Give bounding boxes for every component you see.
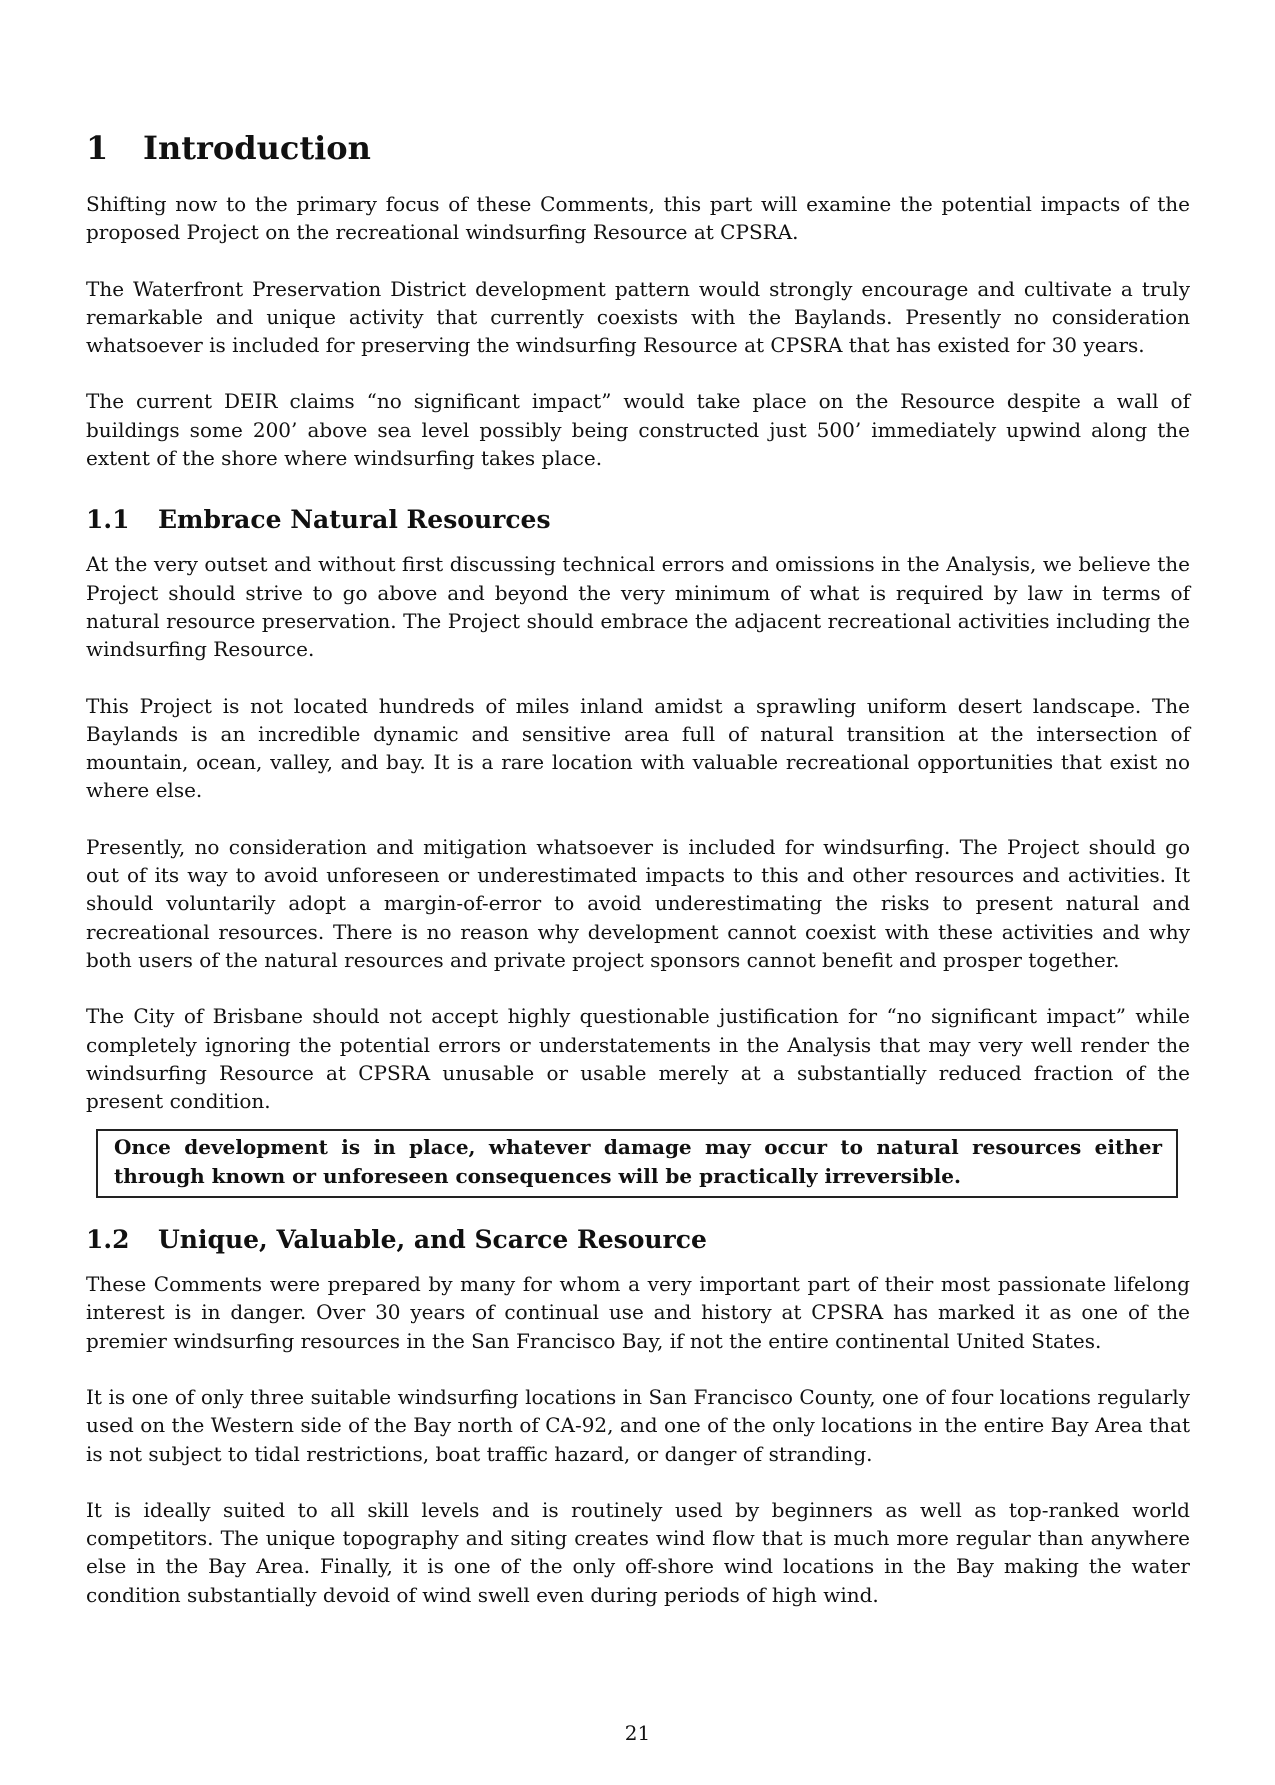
paragraph: Shifting now to the primary focus of these Comments, this part will examine the potential impacts of the proposed Project on the recreational windsurfing Resource at CPSRA. — [86, 192, 1190, 245]
subsection-title: Unique, Valuable, and Scarce Resource — [158, 1225, 707, 1255]
page-number: 21 — [624, 1721, 651, 1745]
subsection-title: Embrace Natural Resources — [158, 505, 551, 535]
callout-text: Once development is in place, whatever damage may occur to natural resources either through known or unforeseen consequences will be practically irreversible. — [114, 1135, 1162, 1188]
paragraph: It is one of only three suitable windsurfing locations in San Francisco County, one of four locations regularly used on the Western side of the Bay north of CA-92, and one of the only locations in the entire Bay Area that is not subject to tidal restrictions, boat traffic hazard, or danger of stranding. — [86, 1384, 1190, 1466]
paragraph: The City of Brisbane should not accept highly questionable justification for “no significant impact” while completely ignoring the potential errors or understatements in the Analysis that may very well render the windsurfing Resource at CPSRA unusable or usable merely at a substantially reduced fraction of the present condition. — [86, 1004, 1190, 1114]
paragraph: This Project is not located hundreds of miles inland amidst a sprawling uniform desert landscape. The Baylands is an incredible dynamic and sensitive area full of natural transition at the intersection of mountain, ocean, valley, and bay. It is a rare location with valuable recreational opportunities that exist no where else. — [86, 693, 1190, 803]
section-heading — [86, 128, 1190, 168]
paragraph: Presently, no consideration and mitigation whatsoever is included for windsurfing. The Project should go out of its way to avoid unforeseen or underestimated impacts to this and other resources and activities. It should voluntarily adopt a margin-of-error to avoid underestimating the risks to present natural and recreational resources. There is no reason why development cannot coexist with these activities and why both users of the natural resources and private project sponsors cannot benefit and prosper together. — [86, 834, 1190, 972]
paragraph: It is ideally suited to all skill levels and is routinely used by beginners as well as top-ranked world competitors. The unique topography and siting creates wind flow that is much more regular than anywhere else in the Bay Area. Finally, it is one of the only off-shore wind locations in the Bay making the water condition substantially devoid of wind swell even during periods of high wind. — [86, 1497, 1190, 1607]
subsection-number: 1.2 — [86, 1225, 130, 1255]
callout-box — [96, 1129, 1178, 1198]
paragraph: These Comments were prepared by many for whom a very important part of their most passionate lifelong interest is in danger. Over 30 years of continual use and history at CPSRA has marked it as one of the premier windsurfing resources in the San Francisco Bay, if not the entire continental United States. — [86, 1272, 1190, 1353]
section-number: 1 — [86, 129, 109, 167]
subsection-heading — [86, 1224, 1190, 1256]
paragraph: The Waterfront Preservation District development pattern would strongly encourage and cultivate a truly remarkable and unique activity that currently coexists with the Baylands. Presently no consideration whatsoever is included for preserving the windsurfing Resource at CPSRA that has existed for 30 years. — [86, 276, 1190, 358]
subsection-heading — [86, 504, 1190, 536]
section-title: Introduction — [143, 129, 371, 167]
paragraph: The current DEIR claims “no significant impact” would take place on the Resource despite a wall of buildings some 200’ above sea level possibly being constructed just 500’ immediately upwind along the extent of the shore where windsurfing takes place. — [86, 389, 1190, 471]
page-body — [86, 128, 1190, 1637]
paragraph: At the very outset and without first discussing technical errors and omissions in the Analysis, we believe the Project should strive to go above and beyond the very minimum of what is required by law in terms of natural resource preservation. The Project should embrace the adjacent recreational activities including the windsurfing Resource. — [86, 552, 1190, 662]
subsection-number: 1.1 — [86, 505, 130, 535]
